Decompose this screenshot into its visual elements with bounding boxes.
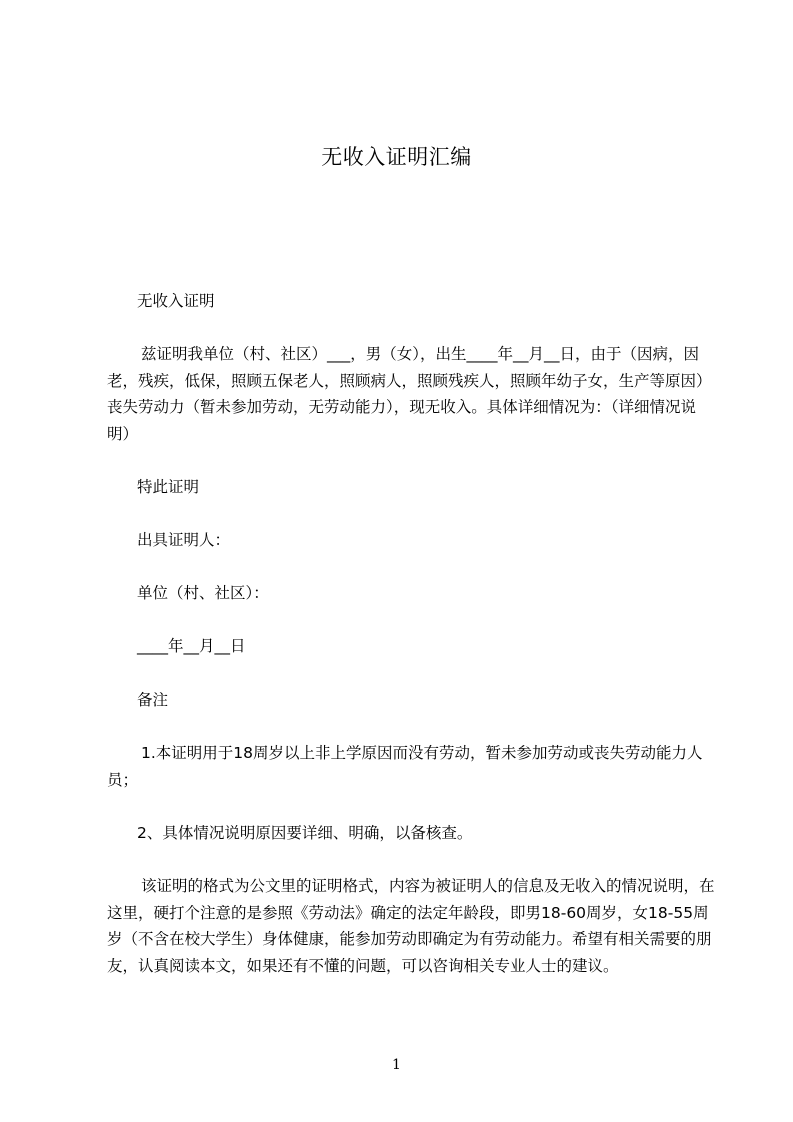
page-number: 1 bbox=[392, 1057, 401, 1073]
closing-statement: 特此证明 bbox=[137, 478, 200, 496]
issuer-label: 出具证明人： bbox=[137, 531, 231, 549]
explanation-paragraph: 该证明的格式为公文里的证明格式，内容为被证明人的信息及无收入的情况说明，在这里，硬打个注意的是参照《劳动法》确定的法定年龄段，即男18-60周岁，女18-55周岁（不含在校大学生）身体健康，能参加劳动即确定为有劳动能力。希望有相关需要的朋友，认真阅读本文，如果还有不懂的问题，可以咨询相关专业人士的建议。 bbox=[107, 877, 715, 975]
unit-label: 单位（村、社区）： bbox=[137, 584, 269, 602]
certificate-body-paragraph: 兹证明我单位（村、社区）___，男（女），出生____年__月__日，由于（因病，因老，残疾，低保，照顾五保老人，照顾病人，照顾残疾人，照顾年幼子女，生产等原因）丧失劳动力（暂未参加劳动，无劳动能力），现无收入。具体详细情况为：（详细情况说明） bbox=[107, 345, 712, 443]
date-line: ____年__月__日 bbox=[137, 637, 246, 655]
note-item: 1.本证明用于18周岁以上非上学原因而没有劳动，暂未参加劳动或丧失劳动能力人员； bbox=[107, 744, 703, 789]
section-heading: 无收入证明 bbox=[137, 292, 215, 310]
note-item: 2、具体情况说明原因要详细、明确，以备核查。 bbox=[137, 824, 473, 842]
notes-heading: 备注 bbox=[137, 691, 169, 709]
document-title: 无收入证明汇编 bbox=[321, 145, 472, 169]
